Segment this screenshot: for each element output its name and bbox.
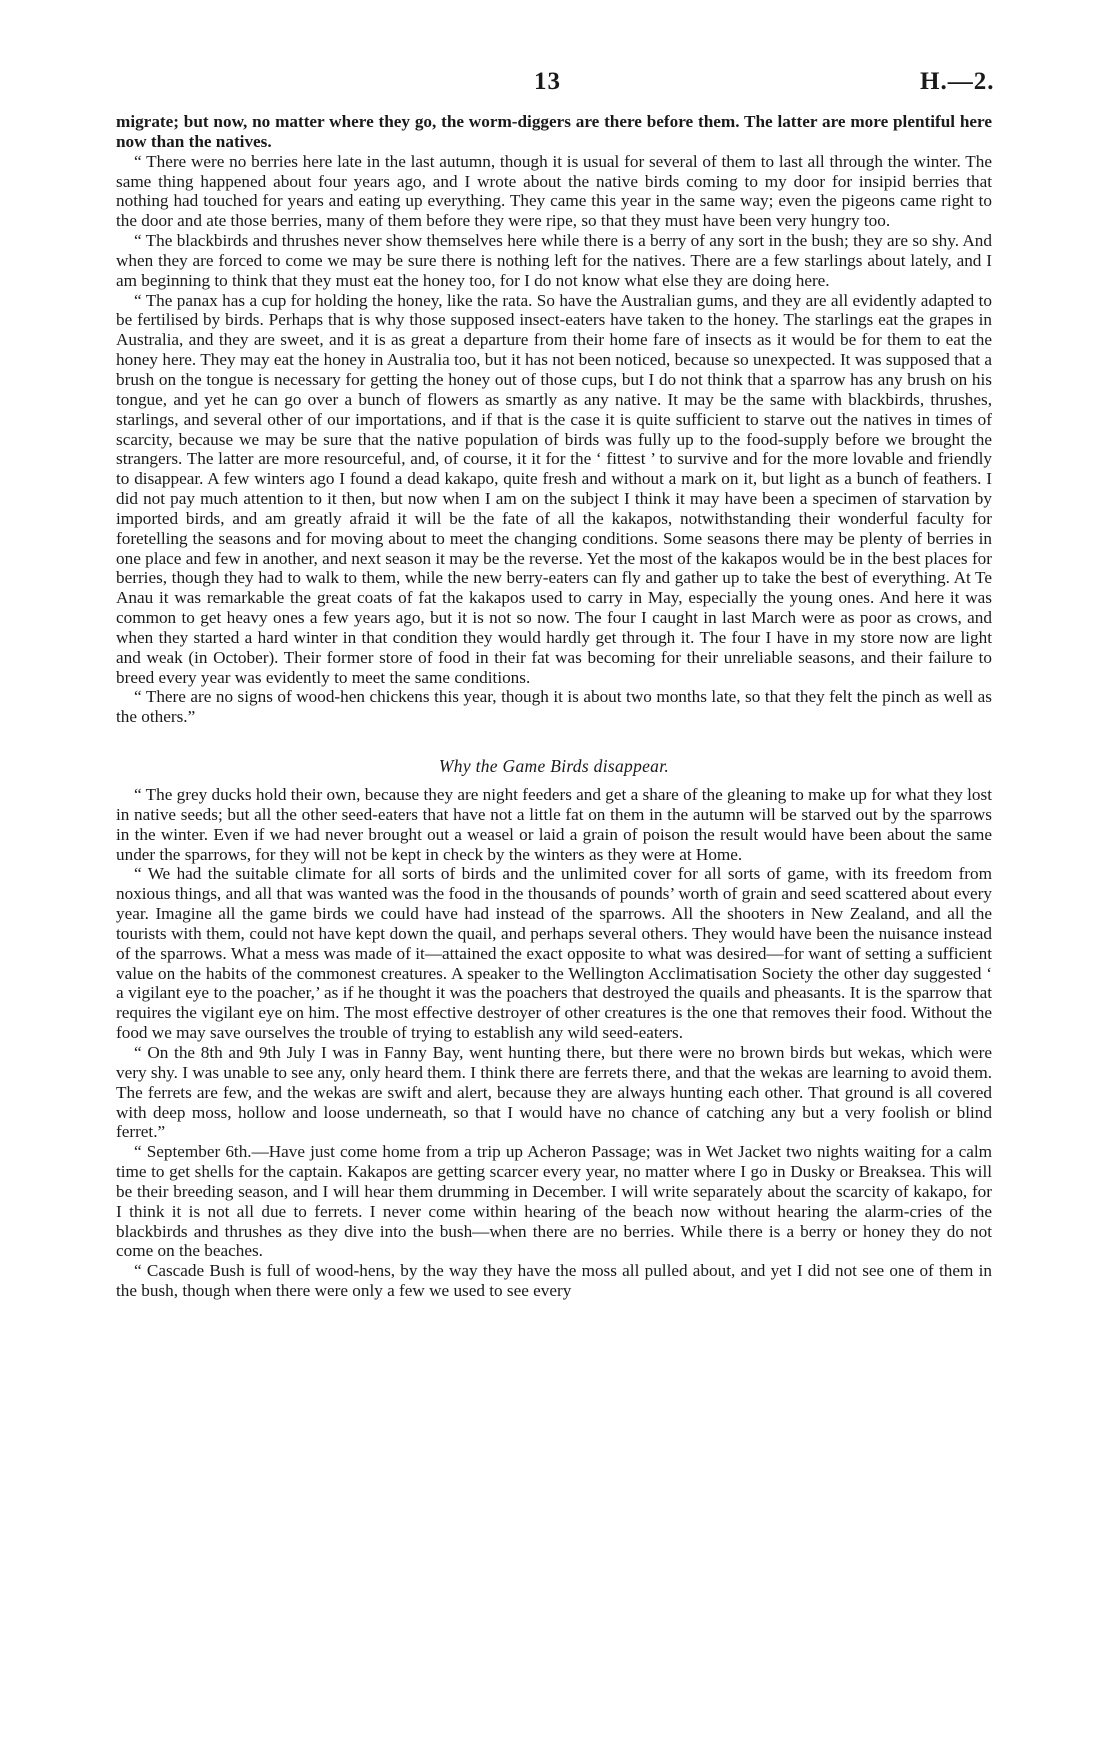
paragraph: “ The blackbirds and thrushes never show themselves here while there is a berry of any sort in the bush; they are so shy. And when they are forced to come we may be sure there is nothing left for the natives. There are a few starlings about lately, and I am beginning to think that they must eat the honey too, for I do not know what else they are doing here. bbox=[116, 231, 992, 290]
paragraph: “ Cascade Bush is full of wood-hens, by the way they have the moss all pulled about, and yet I did not see one of them in the bush, though when there were only a few we used to see every bbox=[116, 1261, 992, 1301]
paragraph: “ We had the suitable climate for all sorts of birds and the unlimited cover for all sorts of game, with its freedom from noxious things, and all that was wanted was the food in the thousands of pounds’ worth of grain and seed scattered about every year. Imagine all the game birds we could have had instead of the sparrows. All the shooters in New Zealand, and all the tourists with them, could not have kept down the quail, and perhaps several others. They would have been the nuisance instead of the sparrows. What a mess was made of it—attained the exact opposite to what was desired—for want of setting a sufficient value on the habits of the commonest creatures. A speaker to the Wellington Acclimatisation Society the other day suggested ‘ a vigilant eye to the poacher,’ as if he thought it was the poachers that destroyed the quails and pheasants. It is the sparrow that requires the vigilant eye on him. The most effective destroyer of other creatures is the one that removes their food. Without the food we may save ourselves the trouble of trying to establish any wild seed-eaters. bbox=[116, 864, 992, 1043]
paragraph: “ On the 8th and 9th July I was in Fanny Bay, went hunting there, but there were no brown birds but wekas, which were very shy. I was unable to see any, only heard them. I think there are ferrets there, and that the wekas are learning to avoid them. The ferrets are few, and the wekas are swift and alert, because they are always hunting each other. That ground is all covered with deep moss, hollow and loose underneath, so that I would have no chance of catching any but a very foolish or blind ferret.” bbox=[116, 1042, 992, 1142]
page-number: 13 bbox=[534, 68, 561, 95]
paragraph: “ The grey ducks hold their own, because they are night feeders and get a share of the gleaning to make up for what they lost in native seeds; but all the other seed-eaters that have not a little fat on them in the autumn will be starved out by the sparrows in the winter. Even if we had never brought out a weasel or laid a grain of poison the result would have been about the same under the sparrows, for they will not be kept in check by the winters as they were at Home. bbox=[116, 785, 992, 864]
paragraph: migrate; but now, no matter where they go, the worm-diggers are there before them. The latter are more plentiful here now than the natives. bbox=[116, 112, 992, 151]
paragraph: “ September 6th.—Have just come home from a trip up Acheron Passage; was in Wet Jacket two nights waiting for a calm time to get shells for the captain. Kakapos are getting scarcer every year, no matter where I go in Dusky or Breaksea. This will be their breeding season, and I will hear them drumming in December. I will write separately about the scarcity of kakapo, for I think it is not all due to ferrets. I never come within hearing of the beach now without hearing the alarm-cries of the blackbirds and thrushes as they dive into the bush—when there are no berries. While there is a berry or honey they do not come on the beaches. bbox=[116, 1142, 992, 1261]
page-header bbox=[0, 60, 1114, 100]
paragraph: “ There were no berries here late in the last autumn, though it is usual for several of them to last all through the winter. The same thing happened about four years ago, and I wrote about the native birds coming to my door for insipid berries that nothing had touched for years and eating up everything. They came this year in the same way; even the pigeons came right to the door and ate those berries, many of them before they were ripe, so that they must have been very hungry too. bbox=[116, 151, 992, 231]
section-heading: Why the Game Birds disappear. bbox=[438, 756, 670, 777]
paragraph: “ The panax has a cup for holding the honey, like the rata. So have the Australian gums, and they are all evidently adapted to be fertilised by birds. Perhaps that is why those supposed insect-eaters have taken to the honey. The starlings eat the grapes in Australia, and they are sweet, and it is as great a departure from their home fare of insects as it would be for them to eat the honey here. They may eat the honey in Australia too, but it has not been noticed, because so unexpected. It was supposed that a brush on the tongue is necessary for getting the honey out of those cups, but I do not think that a sparrow has any brush on his tongue, and yet he can go over a bunch of flowers as smartly as any native. It may be the same with blackbirds, thrushes, starlings, and several other of our importations, and if that is the case it is quite sufficient to starve out the natives in times of scarcity, because we may be sure that the native population of birds was fully up to the food-supply before we brought the strangers. The latter are more resourceful, and, of course, it it for the ‘ fittest ’ to survive and for the more lovable and friendly to disappear. A few winters ago I found a dead kakapo, quite fresh and without a mark on it, but light as a bunch of feathers. I did not pay much attention to it then, but now when I am on the subject I think it may have been a specimen of starvation by imported birds, and am greatly afraid it will be the fate of all the kakapos, notwithstanding their wonderful faculty for foretelling the seasons and for moving about to meet the changing conditions. Some seasons there may be plenty of berries in one place and few in another, and next season it may be the reverse. Yet the most of the kakapos would be in the best places for berries, though they had to walk to them, while the new berry-eaters can fly and gather up to take the best of everything. At Te Anau it was remarkable the great coats of fat the kakapos used to carry in May, especially the young ones. And here it was common to get heavy ones a few years ago, but it is not so now. The four I caught in last March were as poor as crows, and when they started a hard winter in that condition they would hardly get through it. The four I have in my store now are light and weak (in October). Their former store of food in their fat was becoming for their unreliable seasons, and their failure to breed every year was evidently to meet the same conditions. bbox=[116, 290, 992, 687]
document-body bbox=[116, 112, 992, 1301]
document-reference: H.—2. bbox=[920, 68, 995, 95]
paragraph: “ There are no signs of wood-hen chickens this year, though it is about two months late, so that they felt the pinch as well as the others.” bbox=[116, 687, 992, 727]
